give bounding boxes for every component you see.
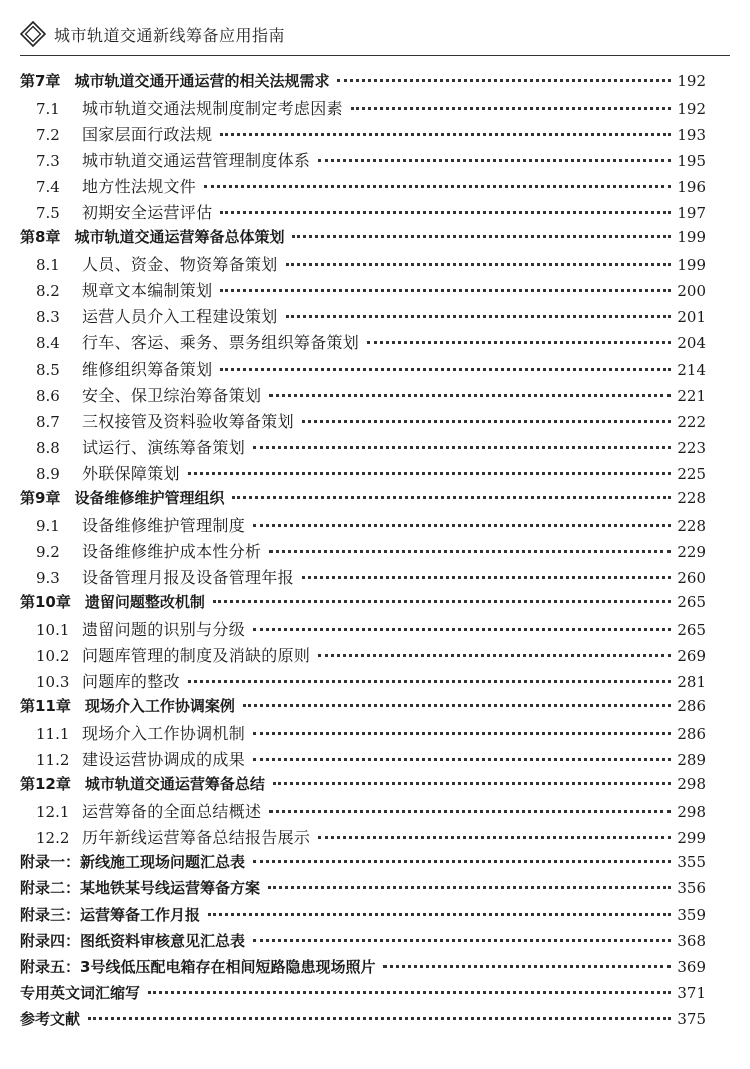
toc-entry-appendix[interactable] <box>20 877 706 903</box>
dot-leader <box>253 628 671 631</box>
page-number: 222 <box>677 412 706 431</box>
page-number: 298 <box>677 775 706 794</box>
toc-number: 8.1 <box>36 256 60 275</box>
toc-number: 第7章 <box>20 72 61 90</box>
toc-title: 历年新线运营筹备总结报告展示 <box>82 828 311 848</box>
toc-number: 8.9 <box>36 464 60 483</box>
toc-entry-section[interactable] <box>20 617 706 643</box>
toc-entry-section[interactable] <box>20 252 706 278</box>
toc-entry-section[interactable] <box>20 278 706 304</box>
running-header <box>20 20 730 48</box>
dot-leader <box>318 654 671 657</box>
page-number: 192 <box>677 72 706 90</box>
page-number: 359 <box>677 905 706 924</box>
toc-entry-appendix[interactable] <box>20 956 706 982</box>
toc-number: 12.2 <box>36 829 70 848</box>
page-number: 229 <box>677 542 706 561</box>
toc-title: 城市轨道交通运营筹备总结 <box>84 775 265 794</box>
page-number: 260 <box>677 568 706 587</box>
toc-entry-section[interactable] <box>20 383 706 409</box>
toc-number: 9.3 <box>36 568 60 587</box>
toc-entry-appendix[interactable] <box>20 851 706 877</box>
toc-number: 7.4 <box>36 178 60 197</box>
dot-leader <box>253 758 671 761</box>
toc-number: 第11章 <box>20 697 71 716</box>
dot-leader <box>367 341 671 344</box>
toc-title: 人员、资金、物资筹备策划 <box>82 255 278 275</box>
dot-leader <box>220 211 671 214</box>
dot-leader <box>253 732 671 735</box>
toc-entry-section[interactable] <box>20 96 706 122</box>
page-number: 196 <box>677 178 706 197</box>
toc-title: 城市轨道交通开通运营的相关法规需求 <box>74 72 330 90</box>
toc-number: 8.6 <box>36 386 60 405</box>
dot-leader <box>253 939 671 942</box>
toc-title: 安全、保卫综治筹备策划 <box>82 385 262 405</box>
page-number: 228 <box>677 516 706 535</box>
toc-entry-section[interactable] <box>20 825 706 851</box>
dot-leader <box>188 680 672 683</box>
toc-entry-section[interactable] <box>20 565 706 591</box>
dot-leader <box>318 159 671 162</box>
toc-number: 8.5 <box>36 360 60 379</box>
dot-leader <box>204 185 671 188</box>
toc-title: 附录三：运营筹备工作月报 <box>20 905 201 924</box>
toc-title: 设备管理月报及设备管理年报 <box>82 567 294 587</box>
dot-leader <box>286 263 672 266</box>
toc-number: 7.2 <box>36 126 60 145</box>
toc-title: 城市轨道交通法规制度制定考虑因素 <box>82 99 343 119</box>
page-number: 214 <box>677 360 706 379</box>
toc-number: 7.5 <box>36 204 60 223</box>
dot-leader <box>286 315 672 318</box>
page-number: 228 <box>677 488 706 507</box>
dot-leader <box>253 860 671 863</box>
page-number: 375 <box>677 1009 706 1028</box>
toc-title: 城市轨道交通运营筹备总体策划 <box>74 228 285 247</box>
toc-number: 11.1 <box>36 725 70 744</box>
toc-entry-section[interactable] <box>20 174 706 200</box>
page-number: 368 <box>677 931 706 950</box>
page-number: 286 <box>677 697 706 716</box>
page-number: 193 <box>677 126 706 145</box>
toc-number: 9.2 <box>36 542 60 561</box>
dot-leader <box>220 133 671 136</box>
page-number: 225 <box>677 464 706 483</box>
toc-title: 现场介入工作协调机制 <box>82 724 246 744</box>
toc-entry-section[interactable] <box>20 643 706 669</box>
toc-entry-appendix[interactable] <box>20 904 706 930</box>
page-number: 371 <box>677 983 706 1002</box>
toc-title: 问题库的整改 <box>82 672 180 692</box>
toc-number: 8.3 <box>36 308 60 327</box>
toc-entry-section[interactable] <box>20 330 706 356</box>
toc-entry-chapter[interactable] <box>20 773 706 799</box>
dot-leader <box>269 550 671 553</box>
toc-number: 7.1 <box>36 100 60 119</box>
toc-entry-section[interactable] <box>20 539 706 565</box>
page-number: 197 <box>677 204 706 223</box>
toc-title: 地方性法规文件 <box>82 177 197 197</box>
toc-entry-section[interactable] <box>20 304 706 330</box>
page-number: 369 <box>677 957 706 976</box>
dot-leader <box>269 810 671 813</box>
dot-leader <box>213 600 671 603</box>
toc-title: 三权接管及资料验收筹备策划 <box>82 411 294 431</box>
header-rule <box>20 55 730 56</box>
toc-title: 现场介入工作协调案例 <box>84 697 235 716</box>
dot-leader <box>208 913 671 916</box>
page-number: 281 <box>677 673 706 692</box>
toc-number: 10.1 <box>36 620 70 639</box>
toc-entry-section[interactable] <box>20 357 706 383</box>
toc-entry-chapter[interactable] <box>20 70 706 96</box>
toc-title: 建设运营协调成的成果 <box>82 750 246 770</box>
toc-entry-appendix[interactable] <box>20 1008 706 1034</box>
toc-title: 设备维修维护成本性分析 <box>82 541 262 561</box>
page-number: 265 <box>677 620 706 639</box>
page-number: 204 <box>677 334 706 353</box>
toc-entry-chapter[interactable] <box>20 487 706 513</box>
dot-leader <box>88 1017 671 1020</box>
page-number: 355 <box>677 853 706 872</box>
toc-number: 10.3 <box>36 673 70 692</box>
toc-number: 8.2 <box>36 282 60 301</box>
page-number: 269 <box>677 647 706 666</box>
dot-leader <box>302 420 671 423</box>
table-of-contents <box>20 70 706 1034</box>
dot-leader <box>318 836 671 839</box>
page-number: 286 <box>677 725 706 744</box>
toc-number: 8.4 <box>36 334 60 353</box>
toc-entry-section[interactable] <box>20 200 706 226</box>
toc-entry-section[interactable] <box>20 148 706 174</box>
toc-title: 附录二：某地铁某号线运营筹备方案 <box>20 879 261 898</box>
toc-title: 维修组织筹备策划 <box>82 359 213 379</box>
page-number: 195 <box>677 152 706 171</box>
page-number: 265 <box>677 592 706 611</box>
page-number: 298 <box>677 803 706 822</box>
toc-title: 试运行、演练筹备策划 <box>82 437 246 457</box>
toc-title: 专用英文词汇缩写 <box>20 983 141 1002</box>
toc-title: 外联保障策划 <box>82 463 180 483</box>
toc-number: 第12章 <box>20 775 71 794</box>
dot-leader <box>148 991 671 994</box>
dot-leader <box>253 446 671 449</box>
dot-leader <box>351 107 672 110</box>
toc-title: 参考文献 <box>20 1009 81 1028</box>
dot-leader <box>268 886 671 889</box>
toc-entry-section[interactable] <box>20 513 706 539</box>
toc-number: 9.1 <box>36 516 60 535</box>
toc-number: 12.1 <box>36 803 70 822</box>
toc-number: 7.3 <box>36 152 60 171</box>
toc-entry-section[interactable] <box>20 799 706 825</box>
dot-leader <box>302 576 671 579</box>
toc-entry-section[interactable] <box>20 721 706 747</box>
dot-leader <box>253 524 671 527</box>
page-number: 192 <box>677 100 706 119</box>
dot-leader <box>337 79 671 82</box>
toc-number: 第10章 <box>20 592 71 611</box>
toc-number: 10.2 <box>36 647 70 666</box>
toc-entry-chapter[interactable] <box>20 591 706 617</box>
toc-title: 遗留问题整改机制 <box>84 592 205 611</box>
toc-title: 附录四：图纸资料审核意见汇总表 <box>20 931 246 950</box>
toc-title: 国家层面行政法规 <box>82 125 213 145</box>
toc-entry-section[interactable] <box>20 409 706 435</box>
header-title: 城市轨道交通新线筹备应用指南 <box>54 25 286 45</box>
toc-title: 规章文本编制策划 <box>82 281 213 301</box>
toc-entry-chapter[interactable] <box>20 695 706 721</box>
toc-entry-section[interactable] <box>20 669 706 695</box>
page-number: 199 <box>677 256 706 275</box>
page-number: 289 <box>677 751 706 770</box>
page-number: 201 <box>677 308 706 327</box>
dot-leader <box>188 472 672 475</box>
page-number: 199 <box>677 228 706 247</box>
dot-leader <box>243 704 671 707</box>
toc-title: 附录一：新线施工现场问题汇总表 <box>20 853 246 872</box>
toc-title: 设备维修维护管理制度 <box>82 515 246 535</box>
toc-title: 城市轨道交通运营管理制度体系 <box>82 151 311 171</box>
toc-title: 设备维修维护管理组织 <box>74 488 225 507</box>
toc-title: 遗留问题的识别与分级 <box>82 619 246 639</box>
toc-number: 8.7 <box>36 412 60 431</box>
page-number: 356 <box>677 879 706 898</box>
page-number: 200 <box>677 282 706 301</box>
page-number: 221 <box>677 386 706 405</box>
toc-entry-section[interactable] <box>20 461 706 487</box>
toc-entry-section[interactable] <box>20 435 706 461</box>
toc-title: 初期安全运营评估 <box>82 203 213 223</box>
toc-entry-section[interactable] <box>20 747 706 773</box>
dot-leader <box>220 289 671 292</box>
toc-title: 运营人员介入工程建设策划 <box>82 307 278 327</box>
dot-leader <box>232 496 671 499</box>
page-number: 223 <box>677 438 706 457</box>
toc-title: 运营筹备的全面总结概述 <box>82 802 262 822</box>
toc-title: 附录五：3号线低压配电箱存在相间短路隐患现场照片 <box>20 957 376 976</box>
toc-title: 行车、客运、乘务、票务组织筹备策划 <box>82 333 360 353</box>
toc-entry-chapter[interactable] <box>20 226 706 252</box>
toc-number: 第8章 <box>20 228 61 247</box>
toc-title: 问题库管理的制度及消缺的原则 <box>82 646 311 666</box>
dot-leader <box>273 782 671 785</box>
dot-leader <box>269 394 671 397</box>
toc-number: 11.2 <box>36 751 70 770</box>
dot-leader <box>292 235 671 238</box>
double-diamond-icon <box>20 21 46 47</box>
toc-entry-section[interactable] <box>20 122 706 148</box>
toc-entry-appendix[interactable] <box>20 930 706 956</box>
dot-leader <box>383 965 671 968</box>
toc-number: 第9章 <box>20 488 61 507</box>
page-number: 299 <box>677 829 706 848</box>
toc-number: 8.8 <box>36 438 60 457</box>
toc-entry-appendix[interactable] <box>20 982 706 1008</box>
dot-leader <box>220 368 671 371</box>
